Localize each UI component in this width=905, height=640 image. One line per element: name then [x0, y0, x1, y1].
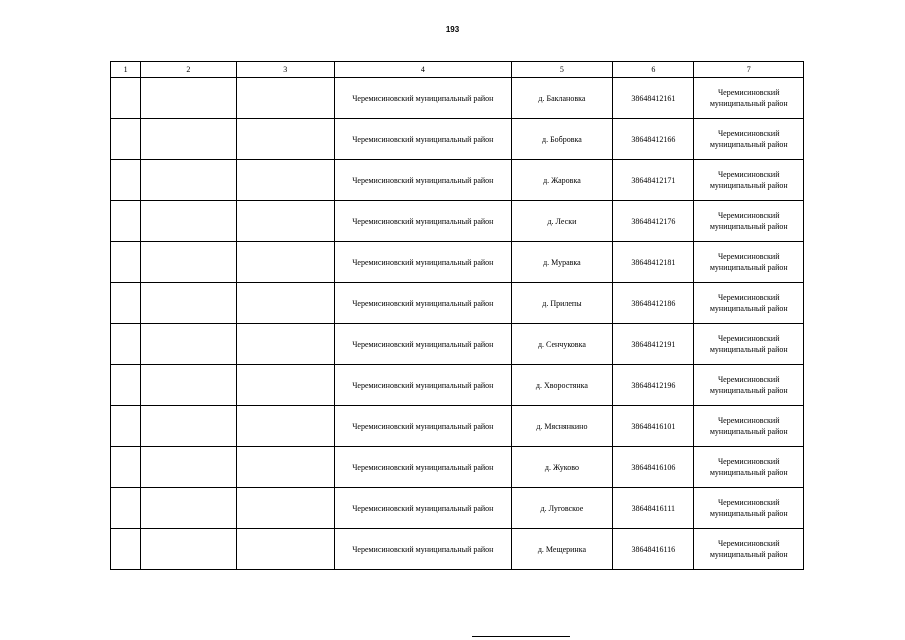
row-number-cell	[111, 201, 141, 242]
code-cell	[613, 488, 694, 529]
table-body	[111, 78, 804, 570]
header-cell-2: 2	[141, 62, 236, 78]
row-number-cell	[111, 406, 141, 447]
code-text: 38648416101	[631, 421, 676, 431]
district-cell	[334, 324, 511, 365]
district-cell	[334, 119, 511, 160]
settlement-cell	[511, 119, 612, 160]
code-cell	[613, 283, 694, 324]
col3-cell	[236, 78, 334, 119]
table-row	[111, 242, 804, 283]
code-cell	[613, 201, 694, 242]
code-text: 38648416111	[631, 503, 676, 513]
district-text: Черемисиновский муниципальный район	[352, 257, 494, 267]
col3-cell	[236, 201, 334, 242]
table-row	[111, 78, 804, 119]
col2-cell	[141, 488, 236, 529]
settlement-cell	[511, 365, 612, 406]
code-cell	[613, 160, 694, 201]
district-cell	[334, 447, 511, 488]
col2-cell	[141, 119, 236, 160]
table-row	[111, 488, 804, 529]
district-cell	[334, 529, 511, 570]
municipality-cell	[694, 447, 804, 488]
page-number: 193	[445, 25, 460, 34]
settlement-cell	[511, 201, 612, 242]
settlement-text: д. Баклановка	[538, 93, 586, 103]
code-cell	[613, 447, 694, 488]
municipality-text: Черемисиновский муниципальный район	[709, 252, 788, 272]
col2-cell	[141, 406, 236, 447]
table-row	[111, 365, 804, 406]
settlement-text: д. Бобровка	[542, 134, 582, 144]
settlement-text: д. Муравка	[543, 257, 581, 267]
row-number-cell	[111, 488, 141, 529]
municipality-text: Черемисиновский муниципальный район	[709, 293, 788, 313]
settlement-cell	[511, 324, 612, 365]
col2-cell	[141, 365, 236, 406]
district-cell	[334, 488, 511, 529]
code-cell	[613, 119, 694, 160]
municipality-cell	[694, 119, 804, 160]
table-row	[111, 324, 804, 365]
district-text: Черемисиновский муниципальный район	[352, 421, 494, 431]
row-number-cell	[111, 283, 141, 324]
col2-cell	[141, 242, 236, 283]
table-row	[111, 160, 804, 201]
row-number-cell	[111, 447, 141, 488]
row-number-cell	[111, 119, 141, 160]
municipality-text: Черемисиновский муниципальный район	[709, 498, 788, 518]
municipality-cell	[694, 529, 804, 570]
municipality-cell	[694, 365, 804, 406]
district-cell	[334, 160, 511, 201]
municipality-text: Черемисиновский муниципальный район	[709, 211, 788, 231]
col2-cell	[141, 160, 236, 201]
code-text: 38648412176	[631, 216, 676, 226]
col2-cell	[141, 78, 236, 119]
code-text: 38648412171	[631, 175, 676, 185]
code-cell	[613, 242, 694, 283]
settlement-text: д. Лески	[547, 216, 577, 226]
code-cell	[613, 78, 694, 119]
district-text: Черемисиновский муниципальный район	[352, 216, 494, 226]
settlement-text: д. Сенчуковка	[537, 339, 586, 349]
district-text: Черемисиновский муниципальный район	[352, 380, 494, 390]
header-row	[111, 62, 804, 78]
col2-cell	[141, 447, 236, 488]
code-text: 38648412191	[631, 339, 676, 349]
table-row	[111, 283, 804, 324]
col3-cell	[236, 324, 334, 365]
col3-cell	[236, 119, 334, 160]
municipality-text: Черемисиновский муниципальный район	[709, 457, 788, 477]
district-cell	[334, 78, 511, 119]
code-cell	[613, 529, 694, 570]
settlement-text: д. Мяснянкино	[536, 421, 588, 431]
settlement-text: д. Луговское	[540, 503, 584, 513]
district-cell	[334, 201, 511, 242]
district-text: Черемисиновский муниципальный район	[352, 134, 494, 144]
district-cell	[334, 365, 511, 406]
col3-cell	[236, 488, 334, 529]
municipality-cell	[694, 488, 804, 529]
settlement-text: д. Мещеринка	[537, 544, 587, 554]
code-text: 38648412186	[631, 298, 676, 308]
col3-cell	[236, 447, 334, 488]
col3-cell	[236, 242, 334, 283]
header-cell-5: 5	[511, 62, 612, 78]
code-text: 38648416106	[631, 462, 676, 472]
district-text: Черемисиновский муниципальный район	[352, 462, 494, 472]
district-text: Черемисиновский муниципальный район	[352, 175, 494, 185]
code-text: 38648412181	[631, 257, 676, 267]
settlement-cell	[511, 447, 612, 488]
row-number-cell	[111, 78, 141, 119]
municipality-cell	[694, 78, 804, 119]
municipality-cell	[694, 201, 804, 242]
col3-cell	[236, 283, 334, 324]
row-number-cell	[111, 242, 141, 283]
col2-cell	[141, 324, 236, 365]
col3-cell	[236, 365, 334, 406]
header-cell-7: 7	[694, 62, 804, 78]
settlement-cell	[511, 242, 612, 283]
municipality-text: Черемисиновский муниципальный район	[709, 539, 788, 559]
district-cell	[334, 283, 511, 324]
row-number-cell	[111, 529, 141, 570]
district-cell	[334, 406, 511, 447]
settlement-text: д. Жуково	[544, 462, 579, 472]
municipality-text: Черемисиновский муниципальный район	[709, 88, 788, 108]
municipality-cell	[694, 242, 804, 283]
municipality-cell	[694, 324, 804, 365]
settlement-cell	[511, 160, 612, 201]
municipality-text: Черемисиновский муниципальный район	[709, 375, 788, 395]
table-row	[111, 201, 804, 242]
header-cell-1: 1	[111, 62, 141, 78]
code-cell	[613, 365, 694, 406]
code-text: 38648412196	[631, 380, 676, 390]
municipality-cell	[694, 406, 804, 447]
municipality-text: Черемисиновский муниципальный район	[709, 334, 788, 354]
settlement-cell	[511, 488, 612, 529]
settlement-cell	[511, 283, 612, 324]
code-text: 38648412166	[631, 134, 676, 144]
col3-cell	[236, 406, 334, 447]
header-cell-4: 4	[334, 62, 511, 78]
settlement-cell	[511, 406, 612, 447]
table-row	[111, 529, 804, 570]
district-text: Черемисиновский муниципальный район	[352, 339, 494, 349]
code-text: 38648416116	[631, 544, 676, 554]
table-row	[111, 406, 804, 447]
municipality-text: Черемисиновский муниципальный район	[709, 129, 788, 149]
header-cell-3: 3	[236, 62, 334, 78]
row-number-cell	[111, 324, 141, 365]
code-text: 38648412161	[631, 93, 676, 103]
code-cell	[613, 324, 694, 365]
district-text: Черемисиновский муниципальный район	[352, 544, 494, 554]
settlement-text: д. Прилепы	[542, 298, 582, 308]
col3-cell	[236, 160, 334, 201]
municipality-text: Черемисиновский муниципальный район	[709, 170, 788, 190]
code-cell	[613, 406, 694, 447]
settlement-cell	[511, 78, 612, 119]
col2-cell	[141, 529, 236, 570]
district-text: Черемисиновский муниципальный район	[352, 298, 494, 308]
municipality-cell	[694, 160, 804, 201]
row-number-cell	[111, 160, 141, 201]
col2-cell	[141, 283, 236, 324]
row-number-cell	[111, 365, 141, 406]
district-text: Черемисиновский муниципальный район	[352, 503, 494, 513]
col2-cell	[141, 201, 236, 242]
table-row	[111, 119, 804, 160]
settlement-cell	[511, 529, 612, 570]
header-cell-6: 6	[613, 62, 694, 78]
settlement-text: д. Жаровка	[543, 175, 581, 185]
col3-cell	[236, 529, 334, 570]
data-table	[110, 61, 804, 570]
settlement-text: д. Хворостянка	[535, 380, 588, 390]
district-text: Черемисиновский муниципальный район	[352, 93, 494, 103]
municipality-cell	[694, 283, 804, 324]
footer-line	[472, 636, 570, 637]
municipality-text: Черемисиновский муниципальный район	[709, 416, 788, 436]
district-cell	[334, 242, 511, 283]
table-row	[111, 447, 804, 488]
